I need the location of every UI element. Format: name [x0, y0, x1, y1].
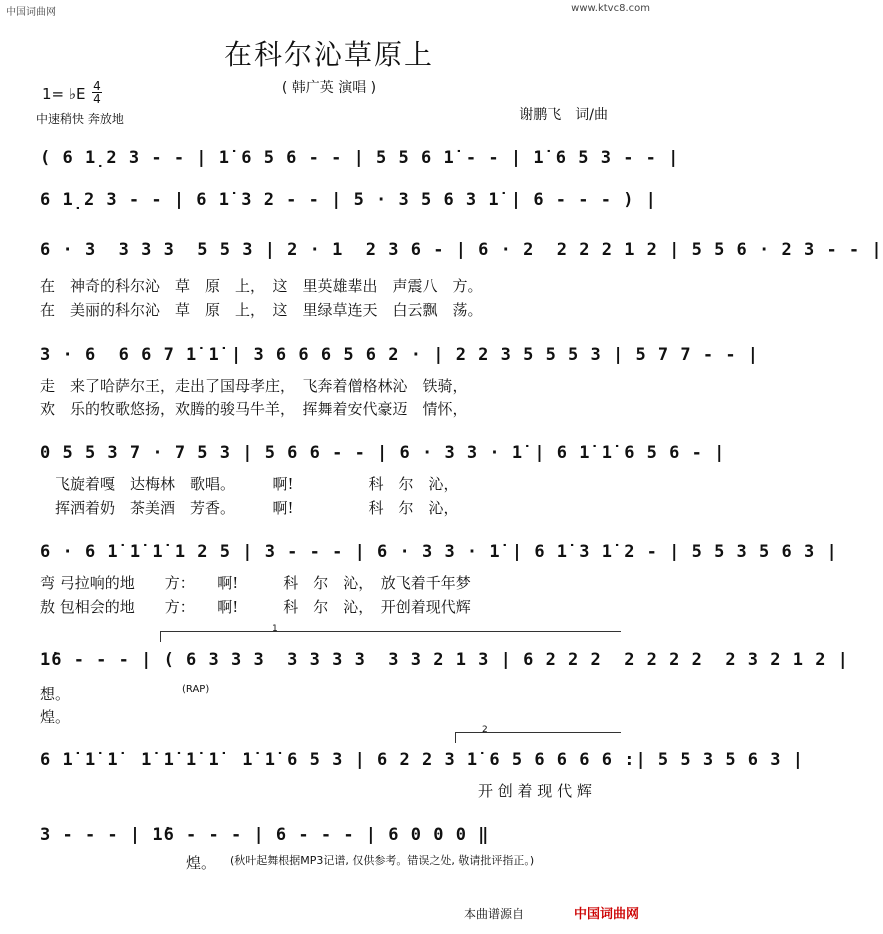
lyric-line-8: 开 创 着 现 代 辉	[478, 782, 592, 800]
rap-marking: (RAP)	[182, 684, 210, 695]
lyric-line-5a: 飞旋着嘎 达梅林 歌唱。 啊! 科 尔 沁，	[40, 475, 459, 493]
volta-bracket-1-number: 1	[272, 624, 278, 634]
lyric-line-6b: 敖 包相会的地 方： 啊! 科 尔 沁， 开创着现代辉	[40, 598, 471, 616]
time-sig-top: 4	[93, 79, 101, 93]
notation-line-7: 1̇6 - - - | ( 6 3 3 3 3 3 3 3 3 3 2 1 3 | 6 2 2 2 2 2 2 2 2 3 2 1 2 |	[40, 650, 849, 670]
time-signature	[92, 80, 102, 105]
notation-line-9: 3 - - - | 1̇6 - - - | 6 - - - | 6 0 0 0 ‖	[40, 825, 490, 845]
lyric-line-4b: 欢 乐的牧歌悠扬，欢腾的骏马牛羊， 挥舞着安代豪迈 情怀，	[40, 400, 468, 418]
lyric-line-5b: 挥洒着奶 茶美酒 芳香。 啊! 科 尔 沁，	[40, 499, 459, 517]
source-brand-logo: 中国词曲网	[574, 907, 640, 922]
volta-bracket-1	[160, 631, 621, 642]
notation-line-5: 0 5 5 3 7 · 7 5 3 | 5 6 6 - - | 6 · 3 3 · 1̇ | 6 1̇ 1̇ 6 5 6 - |	[40, 443, 726, 463]
song-title: 在科尔沁草原上	[223, 38, 434, 71]
volta-bracket-2	[455, 732, 621, 743]
lyric-line-9: 煌。	[186, 854, 217, 872]
transcription-footnote: (秋叶起舞根据MP3记谱, 仅供参考。错误之处, 敬请批评指正。)	[230, 854, 535, 867]
notation-line-2: 6 1̣2 3 - - | 6 1̇ 3 2 - - | 5 · 3 5 6 3 1̇ | 6 - - - ) |	[40, 190, 657, 210]
lyric-line-4a: 走 来了哈萨尔王，走出了国母孝庄， 飞奔着僧格林沁 铁骑，	[40, 377, 468, 395]
volta-bracket-2-number: 2	[482, 725, 488, 735]
time-sig-bottom: 4	[93, 92, 101, 106]
notation-line-1: ( 6 1̣2 3 - - | 1̇ 6 5 6 - - | 5 5 6 1̇ - - | 1̇ 6 5 3 - - |	[40, 148, 680, 168]
notation-line-3: 6 · 3 3 3 3 5 5 3 | 2 · 1 2 3 6 - | 6 · 2 2 2 2 1 2 | 5 5 6 · 2 3 - - |	[40, 240, 883, 260]
lyric-line-7a: 想。	[40, 685, 71, 703]
site-name-left: 中国词曲网	[6, 7, 56, 18]
key-signature: 1= ♭E	[42, 85, 86, 103]
tempo-marking: 中速稍快 奔放地	[36, 112, 124, 126]
lyric-line-3b: 在 美丽的科尔沁 草 原 上， 这 里绿草连天 白云飘 荡。	[40, 301, 483, 319]
notation-line-4: 3 · 6 6 6 7 1̇ 1̇ | 3 6 6 6 5 6 2 · | 2 2 3 5 5 5 3 | 5 7 7 - - |	[40, 345, 760, 365]
source-label: 本曲谱源自	[464, 907, 525, 921]
notation-line-8: 6 1̇ 1̇ 1̇ 1̇ 1̇ 1̇ 1̇ 1̇ 1̇ 6 5 3 | 6 2 2 3 1̇ 6 5 6 6 6 6 :| 5 5 3 5 6 3 |	[40, 750, 804, 770]
site-url-right: www.ktvc8.com	[571, 3, 650, 14]
lyric-line-7b: 煌。	[40, 708, 71, 726]
lyric-line-3a: 在 神奇的科尔沁 草 原 上， 这 里英雄辈出 声震八 方。	[40, 277, 483, 295]
credits: 谢鹏飞 词/曲	[519, 107, 608, 123]
song-subtitle: ( 韩广英 演唱 )	[281, 80, 377, 96]
notation-line-6: 6 · 6 1̇ 1̇ 1̇ 1 2 5 | 3 - - - | 6 · 3 3 · 1̇ | 6 1̇ 3 1̇ 2 - | 5 5 3 5 6 3 |	[40, 542, 838, 562]
lyric-line-6a: 弯 弓拉响的地 方： 啊! 科 尔 沁， 放飞着千年梦	[40, 574, 471, 592]
